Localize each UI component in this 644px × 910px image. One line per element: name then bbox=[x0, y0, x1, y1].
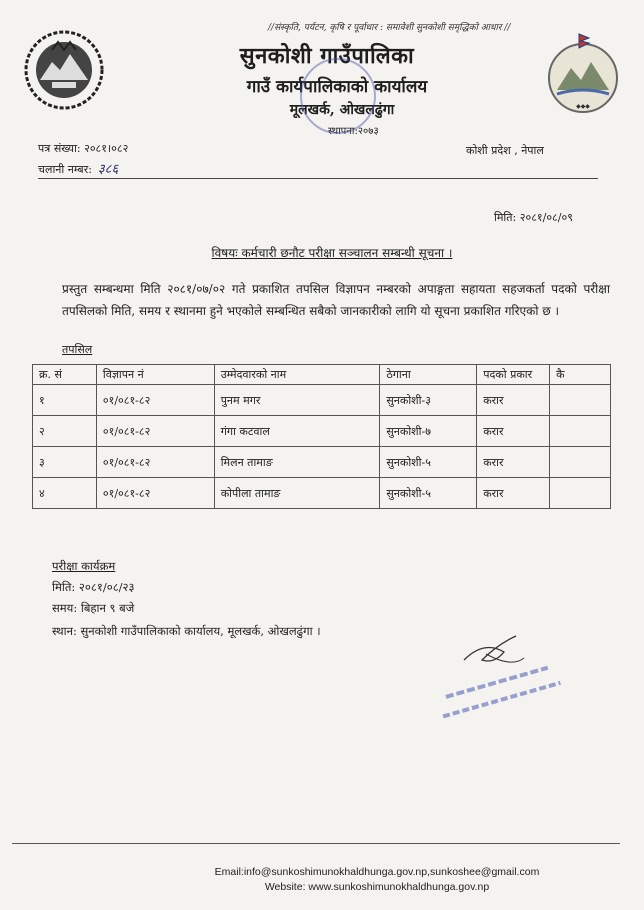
cell-remarks bbox=[550, 478, 611, 509]
dispatch-label: चलानी नम्बर: bbox=[38, 163, 92, 176]
cell-post-type: करार bbox=[477, 447, 550, 478]
table-row bbox=[33, 385, 611, 416]
exam-date: मिति: २०८१/०८/२३ bbox=[52, 580, 135, 594]
candidate-table bbox=[32, 364, 611, 509]
exam-schedule-title: परीक्षा कार्यक्रम bbox=[52, 559, 116, 573]
cell-advert-no: ०१/०८१-८२ bbox=[96, 416, 214, 447]
letter-date: मिति: २०८१/०८/०९ bbox=[494, 211, 573, 224]
cell-serial: २ bbox=[33, 416, 97, 447]
table-header-row bbox=[33, 365, 611, 385]
office-name: सुनकोशी गाउँपालिका bbox=[239, 43, 415, 69]
details-label: तपसिल bbox=[62, 343, 93, 356]
cell-serial: ४ bbox=[33, 478, 97, 509]
cell-post-type: करार bbox=[477, 416, 550, 447]
slogan: //संस्कृति, पर्यटन, कृषि र पूर्वाधार : समावेशी सुनकोशी समृद्धिको आधार // bbox=[268, 23, 511, 33]
table-row bbox=[33, 416, 611, 447]
footer-website: Website: www.sunkoshimunokhaldhunga.gov.np bbox=[264, 881, 490, 893]
footer-divider bbox=[12, 843, 620, 844]
col-serial: क्र. सं bbox=[33, 365, 97, 385]
cell-advert-no: ०१/०८१-८२ bbox=[96, 478, 214, 509]
body-paragraph: प्रस्तुत सम्बन्धमा मिति २०८१/०७/०२ गते प्रकाशित तपसिल विज्ञापन नम्बरको अपाङ्गता सहायता सहजकर्ता पदको परीक्षा तपसिलको मिति, समय र स्थानमा हुने भएकोले सम्बन्धित सबैको जानकारीको लागि यो सूचना प्रकाशित गरिएको छ । bbox=[62, 282, 610, 318]
signature-stamp-icon bbox=[424, 630, 574, 720]
cell-post-type: करार bbox=[477, 385, 550, 416]
cell-address: सुनकोशी-५ bbox=[380, 478, 477, 509]
cell-advert-no: ०१/०८१-८२ bbox=[96, 447, 214, 478]
office-place: मूलखर्क, ओखलढुंगा bbox=[289, 102, 395, 118]
cell-remarks bbox=[550, 447, 611, 478]
svg-text:◆◆◆: ◆◆◆ bbox=[576, 103, 590, 110]
province: कोशी प्रदेश , नेपाल bbox=[466, 144, 544, 157]
col-remarks: कै bbox=[550, 365, 611, 385]
subject-line: विषयः कर्मचारी छनौट परीक्षा सञ्चालन सम्बन्धी सूचना । bbox=[211, 246, 453, 260]
cell-candidate-name: कोपीला तामाङ bbox=[214, 478, 380, 509]
cell-address: सुनकोशी-५ bbox=[380, 447, 477, 478]
cell-candidate-name: गंगा कटवाल bbox=[214, 416, 380, 447]
cell-candidate-name: मिलन तामाङ bbox=[214, 447, 380, 478]
header-divider bbox=[38, 178, 598, 179]
exam-venue: स्थान: सुनकोशी गाउँपालिकाको कार्यालय, मूलखर्क, ओखलढुंगा । bbox=[52, 624, 321, 638]
dispatch-value: ३८६ bbox=[97, 162, 119, 177]
col-candidate-name: उम्मेदवारको नाम bbox=[214, 365, 380, 385]
cell-remarks bbox=[550, 416, 611, 447]
cell-candidate-name: पुनम मगर bbox=[214, 385, 380, 416]
cell-address: सुनकोशी-७ bbox=[380, 416, 477, 447]
footer-email: Email:info@sunkoshimunokhaldhunga.gov.np,sunkoshee@gmail.com bbox=[214, 866, 540, 878]
letter-number: पत्र संख्या: २०८१।०८२ bbox=[38, 142, 129, 155]
col-post-type: पदको प्रकार bbox=[477, 365, 550, 385]
office-stamp bbox=[300, 58, 376, 134]
dispatch-number bbox=[38, 159, 118, 177]
cell-serial: ३ bbox=[33, 447, 97, 478]
cell-advert-no: ०१/०८१-८२ bbox=[96, 385, 214, 416]
col-address: ठेगाना bbox=[380, 365, 477, 385]
exam-time: समय: बिहान ९ बजे bbox=[52, 601, 135, 615]
cell-post-type: करार bbox=[477, 478, 550, 509]
table-row bbox=[33, 478, 611, 509]
cell-address: सुनकोशी-३ bbox=[380, 385, 477, 416]
table-row bbox=[33, 447, 611, 478]
col-advert-no: विज्ञापन नं bbox=[96, 365, 214, 385]
office-subtitle: गाउँ कार्यपालिकाको कार्यालय bbox=[246, 77, 428, 97]
cell-remarks bbox=[550, 385, 611, 416]
cell-serial: १ bbox=[33, 385, 97, 416]
established-year: स्थापना:२०७३ bbox=[328, 126, 379, 137]
